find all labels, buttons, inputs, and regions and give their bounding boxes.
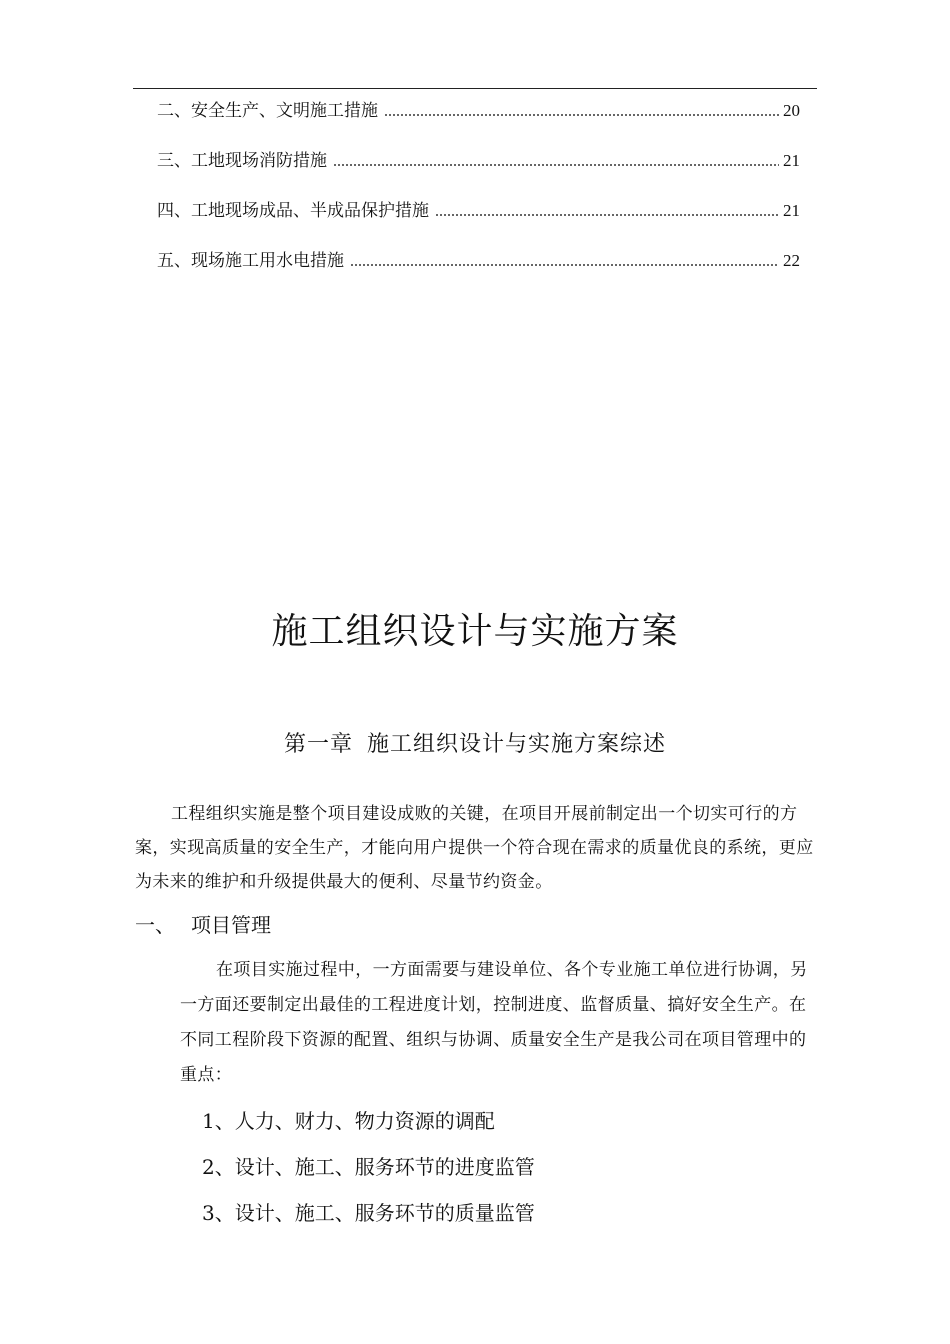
- list-item: 1、人力、财力、物力资源的调配: [202, 1109, 495, 1133]
- toc-entry[interactable]: [157, 248, 800, 274]
- toc-leader-dots: [435, 213, 779, 217]
- toc-entry[interactable]: [157, 148, 800, 174]
- toc-entry[interactable]: [157, 98, 800, 124]
- header-rule: [133, 88, 817, 89]
- section-heading: [135, 908, 271, 942]
- list-item: 3、设计、施工、服务环节的质量监管: [202, 1201, 535, 1225]
- toc-leader-dots: [384, 113, 779, 117]
- toc-leader-dots: [350, 263, 779, 267]
- section-body-paragraph: 在项目实施过程中，一方面需要与建设单位、各个专业施工单位进行协调，另一方面还要制定出最佳的工程进度计划，控制进度、监督质量、搞好安全生产。在不同工程阶段下资源的配置、组织与协调、质量安全生产是我公司在项目管理中的重点：: [180, 960, 808, 1085]
- toc-entry-label: 四、工地现场成品、半成品保护措施: [157, 201, 429, 221]
- chapter-title-text: 施工组织设计与实施方案综述: [367, 732, 667, 757]
- toc-leader-dots: [333, 163, 779, 167]
- chapter-heading: [0, 728, 950, 762]
- toc-entry-label: 二、安全生产、文明施工措施: [157, 101, 378, 121]
- key-points-list: [202, 1098, 535, 1236]
- section-title: 项目管理: [191, 913, 271, 937]
- list-item: 2、设计、施工、服务环节的进度监管: [202, 1155, 535, 1179]
- toc-entry-label: 五、现场施工用水电措施: [157, 251, 344, 271]
- section-number: 一、: [135, 913, 175, 937]
- table-of-contents: [157, 98, 800, 298]
- toc-entry-page: 22: [783, 251, 800, 270]
- toc-entry[interactable]: [157, 198, 800, 224]
- toc-entry-page: 21: [783, 201, 800, 220]
- toc-entry-page: 20: [783, 101, 800, 120]
- toc-entry-page: 21: [783, 151, 800, 170]
- intro-paragraph: 工程组织实施是整个项目建设成败的关键，在项目开展前制定出一个切实可行的方案，实现高质量的安全生产，才能向用户提供一个符合现在需求的质量优良的系统，更应为未来的维护和升级提供最大的便利、尽量节约资金。: [135, 804, 814, 892]
- toc-entry-label: 三、工地现场消防措施: [157, 151, 327, 171]
- document-title: 施工组织设计与实施方案: [271, 611, 679, 652]
- chapter-number: 第一章: [283, 732, 353, 757]
